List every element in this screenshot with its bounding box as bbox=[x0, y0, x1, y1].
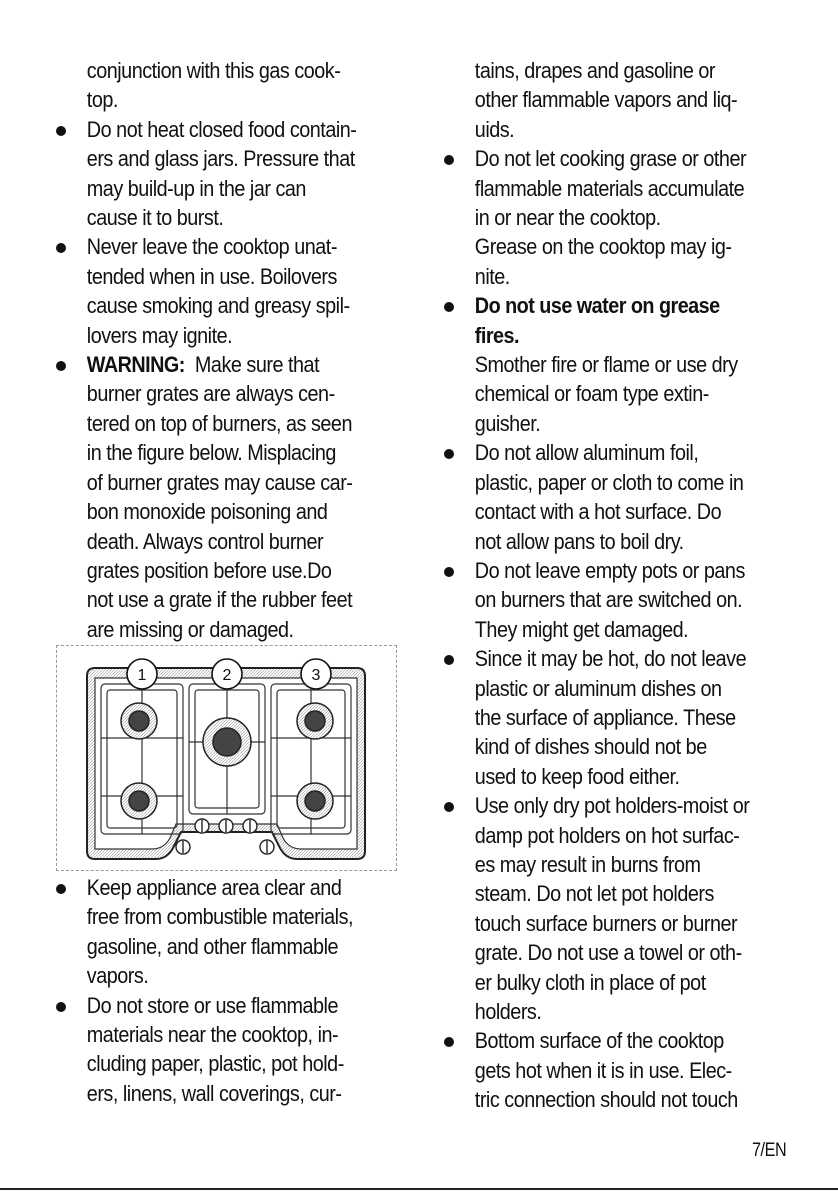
bullet-line bbox=[56, 350, 406, 379]
text-line bbox=[444, 938, 804, 967]
text-line bbox=[56, 144, 406, 173]
text-line bbox=[444, 909, 804, 938]
text-line bbox=[56, 262, 406, 291]
text-line bbox=[444, 321, 804, 350]
page-number: 7/EN bbox=[752, 1140, 787, 1161]
text-line bbox=[444, 615, 804, 644]
text-line bbox=[444, 409, 804, 438]
callout-3: 3 bbox=[311, 667, 321, 684]
text-line bbox=[444, 174, 804, 203]
line-text: Do not store or use flammable bbox=[86, 992, 338, 1018]
left-column bbox=[56, 56, 406, 644]
text-line bbox=[56, 409, 406, 438]
text-line bbox=[444, 732, 804, 761]
text-line bbox=[56, 527, 406, 556]
text-line bbox=[56, 1020, 406, 1049]
text-line bbox=[444, 56, 804, 85]
line-text: conjunction with this gas cook- bbox=[86, 58, 341, 83]
line-text: cause smoking and greasy spil- bbox=[86, 293, 350, 319]
bullet-line bbox=[444, 556, 804, 585]
line-text: cluding paper, plastic, pot hold- bbox=[86, 1051, 344, 1077]
text-line bbox=[56, 585, 406, 614]
callout-1: 1 bbox=[137, 667, 147, 684]
line-text: death. Always control burner bbox=[86, 528, 324, 554]
line-text: gasoline, and other flammable bbox=[86, 933, 339, 959]
bullet-line bbox=[444, 144, 804, 173]
text-line bbox=[56, 556, 406, 585]
text-line bbox=[56, 497, 406, 526]
bullet-line bbox=[444, 791, 804, 820]
cooktop-illustration bbox=[57, 646, 396, 870]
text-line bbox=[444, 468, 804, 497]
line-text: top. bbox=[86, 87, 118, 113]
text-line bbox=[444, 850, 804, 879]
line-text: flammable materials accumulate bbox=[474, 175, 745, 201]
line-text: tains, drapes and gasoline or bbox=[474, 58, 716, 83]
line-text: vapors. bbox=[86, 963, 149, 989]
text-line bbox=[444, 115, 804, 144]
line-text: bon monoxide poisoning and bbox=[86, 499, 328, 525]
line-text: gets hot when it is in use. Elec- bbox=[474, 1057, 732, 1083]
bullet-line bbox=[444, 291, 804, 320]
right-column bbox=[444, 56, 804, 1115]
text-line bbox=[444, 997, 804, 1026]
bullet-line bbox=[56, 991, 406, 1020]
line-text: es may result in burns from bbox=[474, 851, 701, 877]
bullet-line bbox=[444, 1026, 804, 1055]
line-text: plastic or aluminum dishes on bbox=[474, 675, 722, 701]
text-line bbox=[444, 232, 804, 261]
text-line bbox=[444, 527, 804, 556]
line-text: grates position before use.Do bbox=[86, 557, 332, 583]
line-text: tended when in use. Boilovers bbox=[86, 263, 337, 289]
line-text: plastic, paper or cloth to come in bbox=[474, 469, 744, 495]
line-text: Do not let cooking grase or other bbox=[474, 146, 747, 172]
line-text: nite. bbox=[474, 263, 510, 289]
line-text: Since it may be hot, do not leave bbox=[474, 646, 747, 672]
line-text: on burners that are switched on. bbox=[474, 587, 743, 613]
line-text: not use a grate if the rubber feet bbox=[86, 587, 353, 613]
line-text: steam. Do not let pot holders bbox=[474, 881, 714, 907]
text-line bbox=[444, 674, 804, 703]
text-line bbox=[444, 821, 804, 850]
text-line bbox=[444, 497, 804, 526]
line-text: of burner grates may cause car- bbox=[86, 469, 353, 495]
callout-2: 2 bbox=[222, 667, 232, 684]
line-text: in the figure below. Misplacing bbox=[86, 440, 336, 466]
line-text: are missing or damaged. bbox=[86, 616, 294, 642]
bullet-line bbox=[56, 115, 406, 144]
line-text: Never leave the cooktop unat- bbox=[86, 234, 337, 260]
text-line bbox=[444, 262, 804, 291]
warning-label: WARNING: bbox=[86, 352, 185, 378]
line-text: used to keep food either. bbox=[474, 763, 680, 789]
text-line bbox=[56, 1049, 406, 1078]
line-text: touch surface burners or burner bbox=[474, 910, 738, 936]
line-text: damp pot holders on hot surfac- bbox=[474, 822, 740, 848]
line-text: materials near the cooktop, in- bbox=[86, 1022, 339, 1048]
text-line bbox=[56, 468, 406, 497]
line-text: lovers may ignite. bbox=[86, 322, 233, 348]
text-line bbox=[56, 1079, 406, 1108]
text-line bbox=[444, 85, 804, 114]
bullet-line bbox=[444, 644, 804, 673]
text-line bbox=[56, 291, 406, 320]
bullet-line bbox=[444, 438, 804, 467]
line-text: may build-up in the jar can bbox=[86, 175, 306, 201]
line-text: Do not use water on grease bbox=[474, 293, 720, 319]
line-text: in or near the cooktop. bbox=[474, 205, 661, 231]
text-line bbox=[444, 703, 804, 732]
line-text: Keep appliance area clear and bbox=[86, 875, 342, 900]
line-text: fires. bbox=[474, 322, 519, 348]
text-line bbox=[56, 379, 406, 408]
line-text: holders. bbox=[474, 999, 542, 1024]
line-text: chemical or foam type extin- bbox=[474, 381, 709, 407]
line-text: Use only dry pot holders-moist or bbox=[474, 793, 750, 819]
line-text: Do not leave empty pots or pans bbox=[474, 557, 745, 583]
line-text: Bottom surface of the cooktop bbox=[474, 1028, 724, 1054]
line-text: Make sure that bbox=[194, 352, 320, 378]
text-line bbox=[56, 203, 406, 232]
line-text: contact with a hot surface. Do bbox=[474, 499, 722, 525]
text-line bbox=[56, 438, 406, 467]
line-text: the surface of appliance. These bbox=[474, 704, 736, 730]
line-text: tric connection should not touch bbox=[474, 1087, 738, 1113]
text-line bbox=[56, 174, 406, 203]
text-line bbox=[444, 879, 804, 908]
text-line bbox=[444, 968, 804, 997]
line-text: They might get damaged. bbox=[474, 616, 689, 642]
line-text: not allow pans to boil dry. bbox=[474, 528, 684, 554]
line-text: ers and glass jars. Pressure that bbox=[86, 146, 355, 172]
text-line bbox=[444, 379, 804, 408]
line-text: Do not heat closed food contain- bbox=[86, 116, 357, 142]
text-line bbox=[56, 902, 406, 931]
left-column-bottom bbox=[56, 873, 406, 1108]
text-line bbox=[56, 56, 406, 85]
line-text: grate. Do not use a towel or oth- bbox=[474, 940, 742, 966]
line-text: kind of dishes should not be bbox=[474, 734, 707, 760]
text-line bbox=[56, 932, 406, 961]
text-line bbox=[444, 1056, 804, 1085]
line-text: cause it to burst. bbox=[86, 205, 224, 231]
line-text: other flammable vapors and liq- bbox=[474, 87, 738, 113]
bottom-rule bbox=[0, 1188, 838, 1190]
line-text: tered on top of burners, as seen bbox=[86, 410, 352, 436]
text-line bbox=[56, 85, 406, 114]
line-text: guisher. bbox=[474, 410, 541, 436]
text-line bbox=[56, 961, 406, 990]
line-text: Smother fire or flame or use dry bbox=[474, 352, 738, 378]
line-text: Grease on the cooktop may ig- bbox=[474, 234, 732, 260]
text-line bbox=[444, 203, 804, 232]
line-text: burner grates are always cen- bbox=[86, 381, 335, 407]
text-line bbox=[56, 321, 406, 350]
bullet-line bbox=[56, 873, 406, 902]
text-line bbox=[444, 350, 804, 379]
text-line bbox=[444, 585, 804, 614]
text-line bbox=[444, 762, 804, 791]
cooktop-figure bbox=[56, 645, 397, 871]
line-text: Do not allow aluminum foil, bbox=[474, 440, 699, 466]
line-text: ers, linens, wall coverings, cur- bbox=[86, 1080, 342, 1106]
text-line bbox=[56, 615, 406, 644]
bullet-line bbox=[56, 232, 406, 261]
text-line bbox=[444, 1085, 804, 1114]
line-text: free from combustible materials, bbox=[86, 904, 354, 930]
line-text: er bulky cloth in place of pot bbox=[474, 969, 706, 995]
line-text: uids. bbox=[474, 116, 515, 142]
